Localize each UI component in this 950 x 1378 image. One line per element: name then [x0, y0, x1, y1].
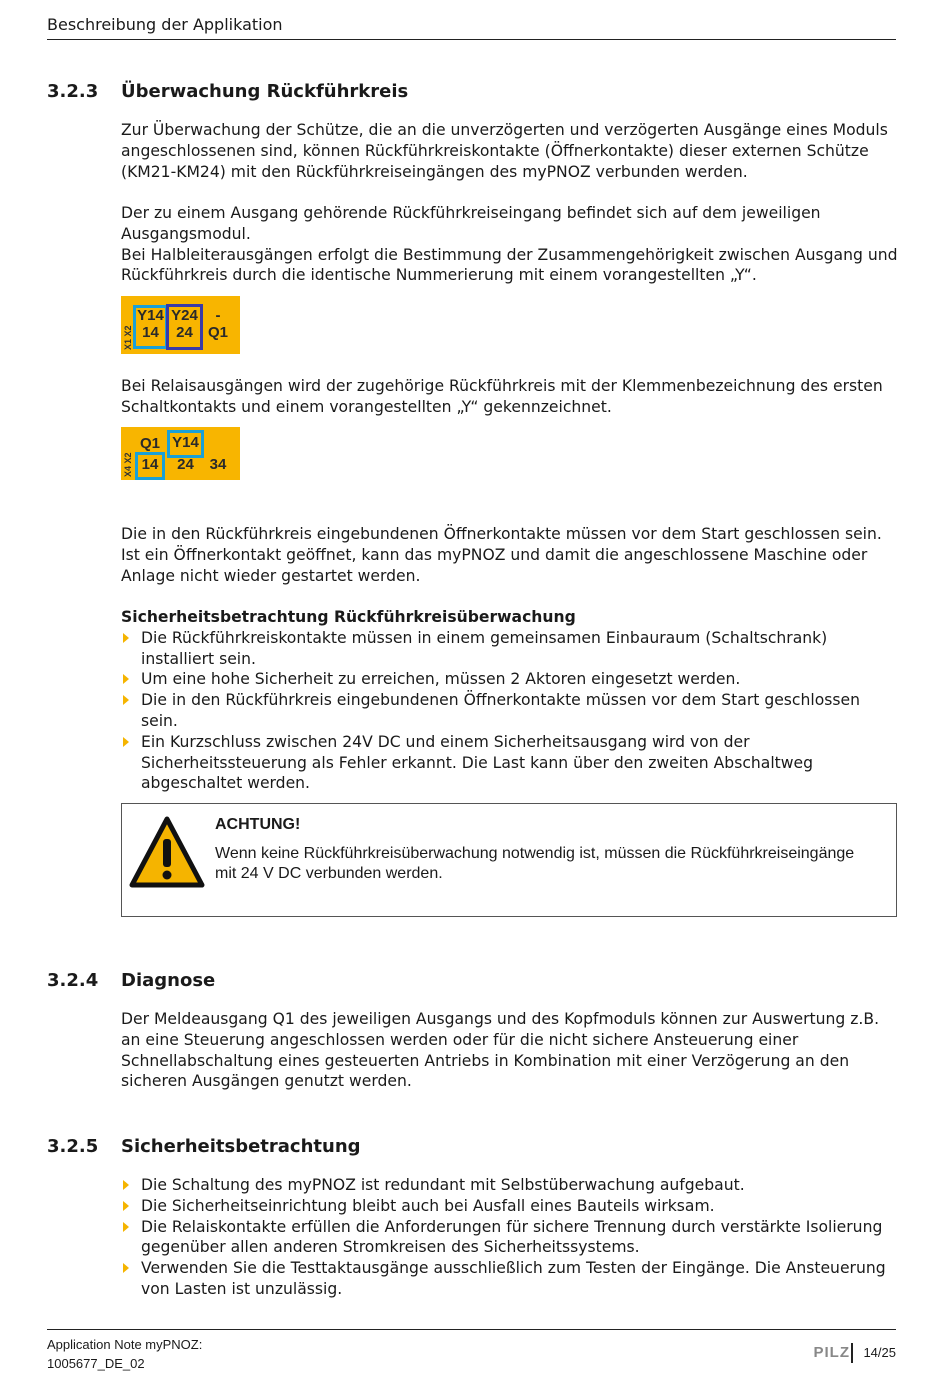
section-number: 3.2.4 [47, 970, 99, 991]
header-rule [47, 39, 896, 40]
terminal-side-label: X4 X2 [123, 452, 133, 477]
bullet-icon [123, 695, 129, 705]
terminal-side-label: X1 X2 [123, 325, 133, 350]
terminal-label: Y14 [172, 434, 199, 451]
paragraph-323-2 [121, 203, 901, 286]
warning-box [121, 803, 897, 917]
terminal-image-semiconductor [121, 296, 240, 354]
footer-divider [851, 1343, 853, 1363]
paragraph-text: Zur Überwachung der Schütze, die an die unverzögerten und verzögerten Ausgänge eines Moduls angeschlossenen sind, können Rückführkreiskontakte (Öffnerkontakte) dieser externen Schütze (KM21-KM24) mit den Rückführkreiseingängen des myPNOZ verbunden werden. [121, 121, 888, 181]
list-item [121, 690, 901, 732]
bullet-icon [123, 1222, 129, 1232]
page-header: Beschreibung der Applikation [47, 15, 283, 34]
warning-text: Wenn keine Rückführkreisüberwachung notwendig ist, müssen die Rückführkreiseingänge mit 24 V DC verbunden werden. [215, 845, 855, 882]
warning-icon [128, 813, 206, 891]
section-number: 3.2.5 [47, 1136, 99, 1157]
page-number: 14/25 [863, 1345, 896, 1360]
paragraph-323-1 [121, 120, 901, 182]
safety-list-323 [121, 607, 901, 794]
terminal-image-relay [121, 427, 240, 480]
terminal-label: 14 [142, 324, 159, 341]
section-title: Diagnose [121, 970, 216, 991]
list-item-text: Die Rückführkreiskontakte müssen in einem gemeinsamen Einbauraum (Schaltschrank) installiert sein. [141, 628, 828, 668]
section-title: Überwachung Rückführkreis [121, 81, 409, 102]
section-number: 3.2.3 [47, 81, 99, 102]
paragraph-324-1 [121, 1009, 901, 1092]
list-item-text: Die Schaltung des myPNOZ ist redundant mit Selbstüberwachung aufgebaut. [141, 1176, 745, 1194]
list-item-text: Die in den Rückführkreis eingebundenen Öffnerkontakte müssen vor dem Start geschlossen sein. [141, 691, 860, 730]
list-item [121, 1175, 901, 1196]
bullet-icon [123, 633, 129, 643]
footer-line: 1005677_DE_02 [47, 1356, 145, 1371]
safety-list-325 [121, 1175, 901, 1300]
list-item-text: Um eine hohe Sicherheit zu erreichen, müssen 2 Aktoren eingesetzt werden. [141, 670, 741, 689]
list-item-text: Die Relaiskontakte erfüllen die Anforderungen für sichere Trennung durch verstärkte Isolierung gegenüber allen anderen Stromkreisen des Sicherheitssystems. [141, 1217, 883, 1257]
list-item-text: Verwenden Sie die Testtaktausgänge ausschließlich zum Testen der Eingänge. Die Ansteuerung von Lasten ist unzulässig. [141, 1259, 886, 1298]
paragraph-323-3 [121, 376, 901, 418]
paragraph-text: Die in den Rückführkreis eingebundenen Öffnerkontakte müssen vor dem Start geschlossen sein. Ist ein Öffnerkontakt geöffnet, kann das myPNOZ und damit die angeschlossene Maschine oder Anlage nicht wieder gestartet werden. [121, 525, 882, 585]
warning-title: ACHTUNG! [215, 816, 301, 833]
paragraph-text: Der Meldeausgang Q1 des jeweiligen Ausgangs und des Kopfmoduls können zur Auswertung z.B. an eine Steuerung angeschlossen werden oder für die nicht sichere Ansteuerung einer Schnellabschaltung eines gesteuerten Antriebs in Kombination mit einer Verzögerung an den sicheren Ausgängen genutzt werden. [121, 1010, 880, 1091]
section-title: Sicherheitsbetrachtung [121, 1136, 361, 1157]
footer-rule [47, 1329, 896, 1330]
paragraph-text: Bei Halbleiterausgängen erfolgt die Bestimmung der Zusammengehörigkeit zwischen Ausgang und Rückführkreis durch die identische Nummerierung mit einem vorangestellten „Y“. [121, 245, 898, 285]
bullet-icon [123, 737, 129, 747]
list-item [121, 732, 901, 794]
terminal-label: Q1 [207, 324, 228, 341]
bullet-icon [123, 1180, 129, 1190]
paragraph-text: Der zu einem Ausgang gehörende Rückführkreiseingang befindet sich auf dem jeweiligen Ausgangsmodul. [121, 204, 821, 243]
terminal-label: - [215, 307, 221, 324]
terminal-label: 34 [209, 456, 227, 473]
terminal-label: 24 [176, 324, 193, 341]
paragraph-323-4 [121, 524, 901, 586]
subheading: Sicherheitsbetrachtung Rückführkreisüberwachung [121, 608, 576, 626]
list-item [121, 1217, 901, 1259]
footer-line: Application Note myPNOZ: [47, 1337, 203, 1352]
pilz-logo: PILZ [813, 1344, 850, 1361]
terminal-label: 14 [141, 456, 159, 473]
terminal-label: Y14 [137, 307, 164, 324]
paragraph-text: Bei Relaisausgängen wird der zugehörige Rückführkreis mit der Klemmenbezeichnung des ersten Schaltkontakts und einem vorangestellten „Y“ gekennzeichnet. [121, 377, 883, 416]
list-item-text: Die Sicherheitseinrichtung bleibt auch bei Ausfall eines Bauteils wirksam. [141, 1196, 715, 1215]
terminal-label: Y24 [171, 307, 198, 324]
bullet-icon [123, 674, 129, 684]
terminal-label: Q1 [139, 435, 160, 452]
bullet-icon [123, 1201, 129, 1211]
list-item [121, 628, 901, 670]
list-item-text: Ein Kurzschluss zwischen 24V DC und einem Sicherheitsausgang wird von der Sicherheitssteuerung als Fehler erkannt. Die Last kann über den zweiten Abschaltweg abgeschaltet werden. [141, 732, 814, 793]
list-item [121, 1258, 901, 1300]
bullet-icon [123, 1263, 129, 1273]
list-item [121, 669, 901, 690]
list-item [121, 1196, 901, 1217]
footer-doc-info [47, 1335, 202, 1373]
terminal-label: 24 [177, 456, 194, 473]
